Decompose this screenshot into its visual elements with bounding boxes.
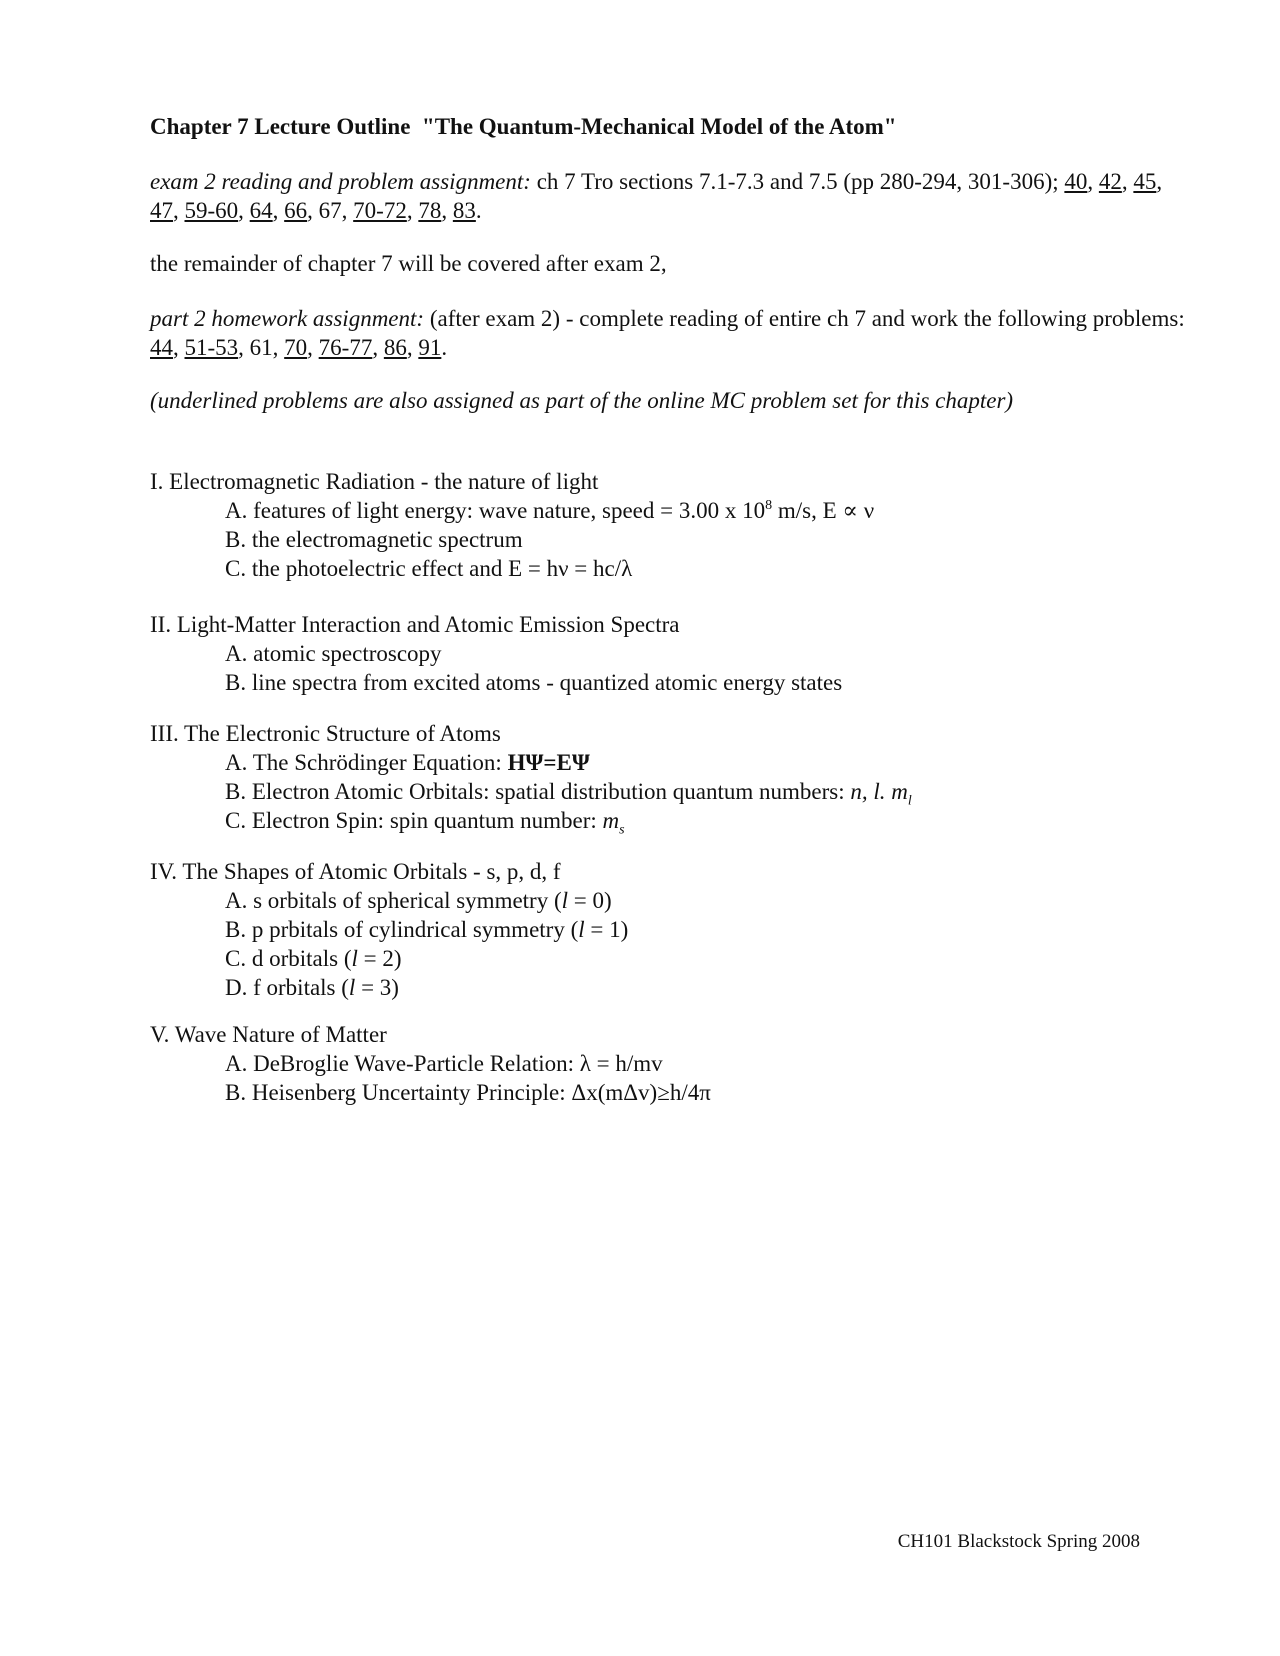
item-text: = 3) xyxy=(355,975,399,1000)
section-4-heading: IV. The Shapes of Atomic Orbitals - s, p, d, f xyxy=(150,859,561,884)
variable: l xyxy=(578,917,585,942)
problem-number: 64 xyxy=(249,198,273,223)
section-5-item-a: A. DeBroglie Wave-Particle Relation: λ = h/mv xyxy=(225,1051,663,1076)
quantum-numbers: n, l. m xyxy=(850,779,908,804)
variable: l xyxy=(351,946,358,971)
problem-number: 86 xyxy=(383,335,407,360)
section-4-item-c xyxy=(225,944,1190,973)
section-3-item-b xyxy=(225,777,1190,809)
problem-number: 83 xyxy=(452,198,476,223)
problem-number: 44 xyxy=(150,335,173,360)
problem-number: 42 xyxy=(1098,169,1122,194)
item-text: = 2) xyxy=(357,946,402,971)
section-1 xyxy=(150,467,1190,583)
section-4-item-a xyxy=(225,886,1190,915)
section-4 xyxy=(150,857,1190,1002)
section-3-item-a xyxy=(225,748,1190,777)
problem-number: 61 xyxy=(249,335,273,360)
problem-number: 76-77 xyxy=(318,335,373,360)
section-1-heading: I. Electromagnetic Radiation - the nature of light xyxy=(150,469,599,494)
document-title: Chapter 7 Lecture Outline "The Quantum-Mechanical Model of the Atom" xyxy=(150,114,897,139)
problem-number: 66 xyxy=(284,198,308,223)
problem-number: 91 xyxy=(418,335,442,360)
item-text: B. p prbitals of cylindrical symmetry ( xyxy=(225,917,579,942)
problem-number: 59-60 xyxy=(184,198,239,223)
problem-number: 47 xyxy=(150,198,173,223)
section-4-item-b xyxy=(225,915,1190,944)
item-text: = 1) xyxy=(584,917,629,942)
variable: l xyxy=(561,888,569,913)
part2-problem-list: 44, 51-53, 61, 70, 76-77, 86, 91. xyxy=(150,335,448,360)
subscript: s xyxy=(619,822,625,838)
exam-problem-list: 40, 42, 45, 47, 59-60, 64, 66, 67, 70-72, 78, 83. xyxy=(150,169,1163,223)
problem-number: 45 xyxy=(1133,169,1157,194)
item-text: m/s, E ∝ ν xyxy=(772,498,875,523)
part2-assignment-text: (after exam 2) - complete reading of entire ch 7 and work the following problems: xyxy=(429,306,1185,331)
section-2-item-b: B. line spectra from excited atoms - quantized atomic energy states xyxy=(225,670,843,695)
section-4-item-d xyxy=(225,973,1190,1002)
part2-assignment-label: part 2 homework assignment: xyxy=(150,306,425,331)
part2-assignment xyxy=(150,304,1190,362)
equation: HΨ=EΨ xyxy=(507,750,590,775)
section-3 xyxy=(150,719,1190,838)
problem-number: 67 xyxy=(318,198,342,223)
item-text: C. d orbitals ( xyxy=(225,946,352,971)
section-3-heading: III. The Electronic Structure of Atoms xyxy=(150,721,501,746)
problem-number: 70 xyxy=(284,335,308,360)
section-5-heading: V. Wave Nature of Matter xyxy=(150,1022,387,1047)
quantum-number: m xyxy=(602,808,620,833)
remainder-note: the remainder of chapter 7 will be covered after exam 2, xyxy=(150,251,667,276)
superscript: 8 xyxy=(765,498,773,513)
subscript: l xyxy=(907,793,912,809)
problem-number: 40 xyxy=(1064,169,1088,194)
item-text: A. The Schrödinger Equation: xyxy=(225,750,508,775)
section-2 xyxy=(150,610,1190,697)
item-text: = 0) xyxy=(568,888,612,913)
underline-note: (underlined problems are also assigned as part of the online MC problem set for this chapter) xyxy=(150,388,1014,413)
page-footer: CH101 Blackstock Spring 2008 xyxy=(897,1531,1140,1552)
section-1-item-b: B. the electromagnetic spectrum xyxy=(225,527,523,552)
section-2-item-a: A. atomic spectroscopy xyxy=(225,641,442,666)
item-text: A. features of light energy: wave nature, speed = 3.00 x 10 xyxy=(225,498,766,523)
exam-assignment-label: exam 2 reading and problem assignment: xyxy=(150,169,531,194)
item-text: D. f orbitals ( xyxy=(225,975,349,1000)
section-1-item-a xyxy=(225,496,1190,525)
section-1-item-c: C. the photoelectric effect and E = hν = hc/λ xyxy=(225,556,633,581)
section-5 xyxy=(150,1020,1190,1107)
exam-assignment-text: ch 7 Tro sections 7.1-7.3 and 7.5 (pp 280-294, 301-306); xyxy=(536,169,1059,194)
problem-number: 70-72 xyxy=(353,198,407,223)
item-text: A. s orbitals of spherical symmetry ( xyxy=(225,888,562,913)
problem-number: 51-53 xyxy=(184,335,239,360)
variable: l xyxy=(348,975,356,1000)
exam-assignment xyxy=(150,167,1190,225)
section-2-heading: II. Light-Matter Interaction and Atomic Emission Spectra xyxy=(150,612,680,637)
section-5-item-b: B. Heisenberg Uncertainty Principle: Δx(mΔv)≥h/4π xyxy=(225,1080,711,1105)
item-text: B. Electron Atomic Orbitals: spatial distribution quantum numbers: xyxy=(225,779,851,804)
item-text: C. Electron Spin: spin quantum number: xyxy=(225,808,603,833)
section-3-item-c xyxy=(225,806,1190,838)
problem-number: 78 xyxy=(418,198,442,223)
